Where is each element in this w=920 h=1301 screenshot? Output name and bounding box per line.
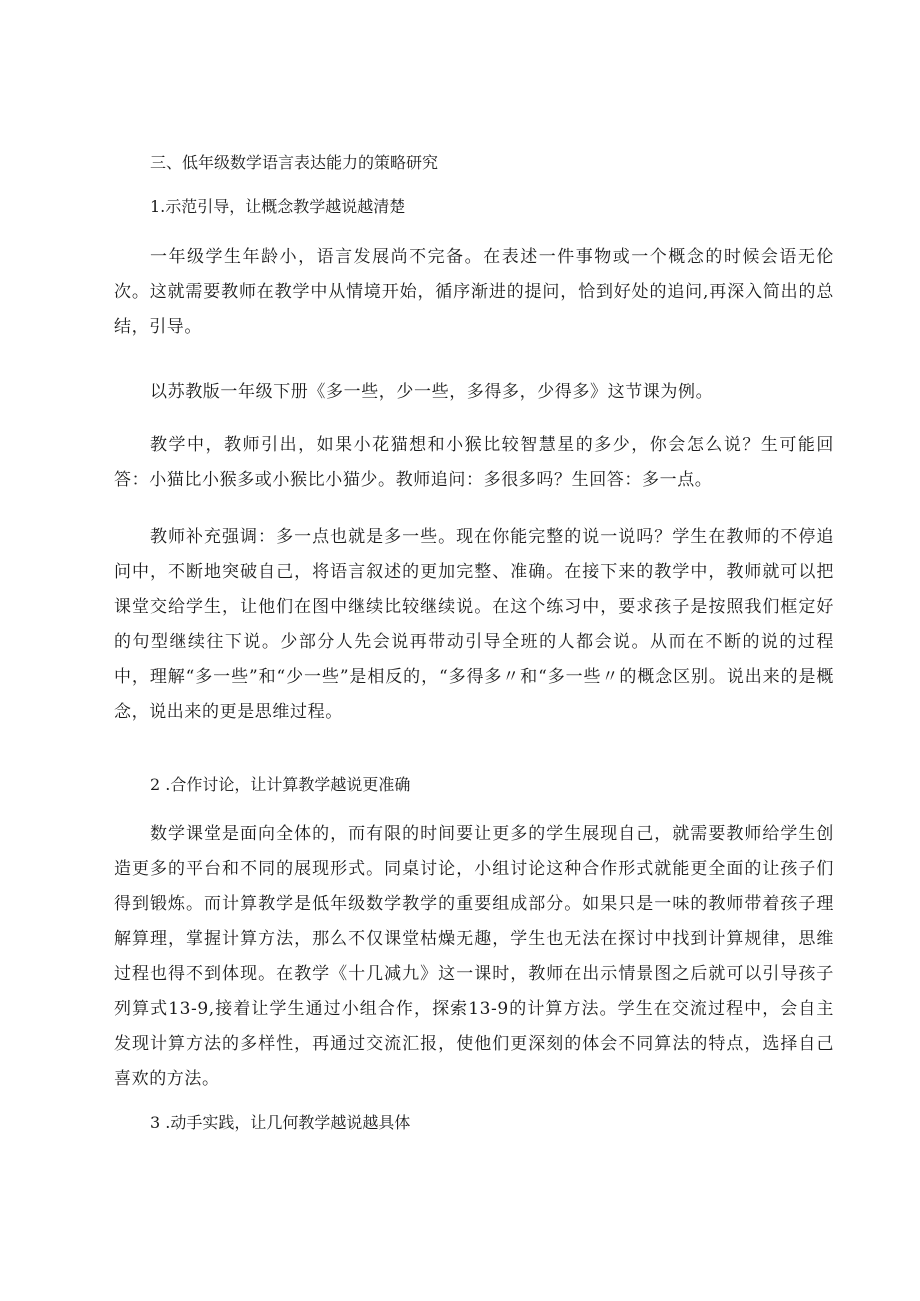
subsection-2-title: 2 .合作讨论，让计算教学越说更准确 xyxy=(150,775,411,794)
paragraph-3: 教学中，教师引出，如果小花猫想和小猴比较智慧星的多少，你会怎么说？生可能回答：小猫比小猴多或小猴比小猫少。教师追问：多很多吗？生回答：多一点。 xyxy=(114,435,834,490)
paragraph-1: 一年级学生年龄小，语言发展尚不完备。在表述一件事物或一个概念的时候会语无伦次。这就需要教师在教学中从情境开始，循序渐进的提问，恰到好处的追问,再深入简出的总结，引导。 xyxy=(114,247,834,337)
paragraph-4: 教师补充强调：多一点也就是多一些。现在你能完整的说一说吗？学生在教师的不停追问中，不断地突破自己，将语言叙述的更加完整、准确。在接下来的教学中，教师就可以把课堂交给学生，让他们在图中继续比较继续说。在这个练习中，要求孩子是按照我们框定好的句型继续往下说。少部分人先会说再带动引导全班的人都会说。从而在不断的说的过程中，理解“多一些”和“少一些”是相反的，“多得多〃和“多一些〃的概念区别。说出来的是概念，说出来的更是思维过程。 xyxy=(114,527,834,722)
subsection-3-title: 3 .动手实践，让几何教学越说越具体 xyxy=(150,1113,411,1132)
paragraph-5: 数学课堂是面向全体的，而有限的时间要让更多的学生展现自己，就需要教师给学生创造更多的平台和不同的展现形式。同桌讨论，小组讨论这种合作形式就能更全面的让孩子们得到锻炼。而计算教学是低年级数学教学的重要组成部分。如果只是一味的教师带着孩子理解算理，掌握计算方法，那么不仅课堂枯燥无趣，学生也无法在探讨中找到计算规律，思维过程也得不到体现。在教学《十几减九》这一课时，教师在出示情景图之后就可以引导孩子列算式13-9,接着让学生通过小组合作，探索13-9的计算方法。学生在交流过程中，会自主发现计算方法的多样性，再通过交流汇报，使他们更深刻的体会不同算法的特点，选择自己喜欢的方法。 xyxy=(114,824,834,1089)
paragraph-2: 以苏教版一年级下册《多一些，少一些，多得多，少得多》这节课为例。 xyxy=(150,382,714,402)
section-title: 三、低年级数学语言表达能力的策略研究 xyxy=(150,153,439,172)
subsection-1-title: 1.示范引导，让概念教学越说越清楚 xyxy=(150,197,406,216)
